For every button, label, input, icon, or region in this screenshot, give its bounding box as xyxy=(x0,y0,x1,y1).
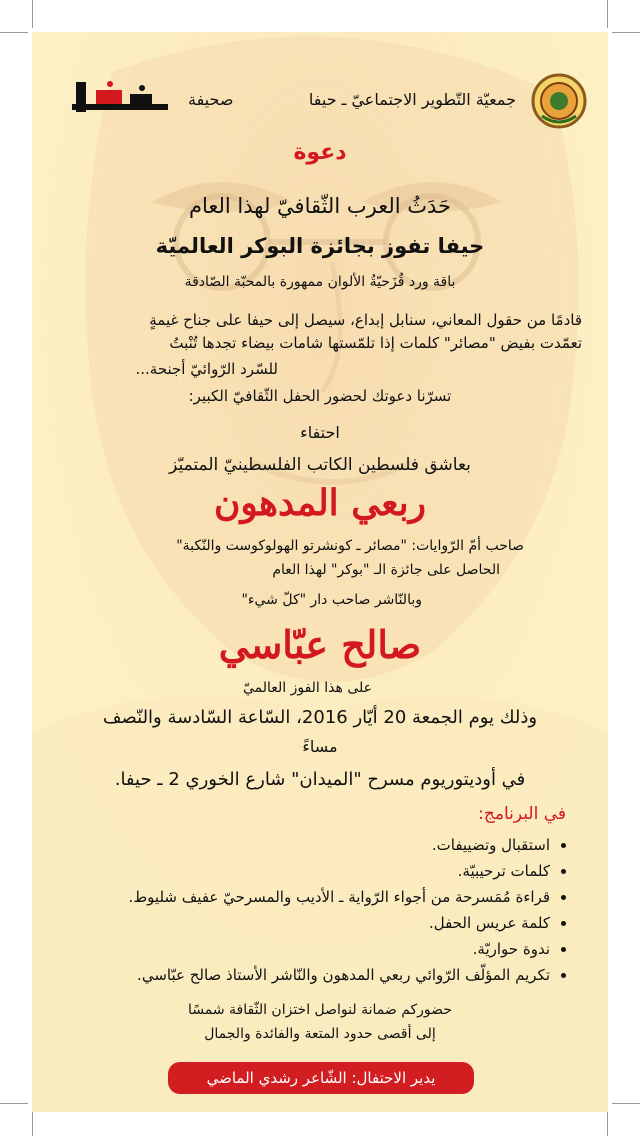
invite-line: تسرّنا دعوتك لحضور الحفل الثّقافيّ الكبير: xyxy=(188,387,452,405)
association-name: جمعيّة التّطوير الاجتماعيّ ـ حيفا xyxy=(308,90,516,109)
association-emblem-icon xyxy=(530,72,588,130)
program-list xyxy=(129,832,576,988)
crop-mark xyxy=(612,1103,640,1104)
headline-award: حيفا تفوز بجائزة البوكر العالميّة xyxy=(155,234,485,258)
header xyxy=(32,68,608,138)
invitation-card xyxy=(32,32,608,1112)
event-evening: مساءً xyxy=(302,737,338,756)
bouquet-line: باقة ورد قُزَحيّةُ الألوان ممهورة بالمحبّة الصّادقة xyxy=(184,274,456,290)
event-venue: في أوديتوريوم مسرح "الميدان" شارع الخوري 2 ـ حيفا. xyxy=(114,769,526,790)
program-item: • ندوة حواريّة. xyxy=(129,936,550,962)
crop-mark xyxy=(0,1103,28,1104)
event-date: وذلك يوم الجمعة 20 أيّار 2016، السّاعة السّادسة والنّصف xyxy=(102,707,538,728)
newspaper-label: صحيفة xyxy=(188,90,234,109)
host-badge: يدير الاحتفال: الشّاعر رشدي الماضي xyxy=(168,1062,474,1094)
writer-description: بعاشق فلسطين الكاتب الفلسطينيّ المتميّز xyxy=(169,455,471,475)
program-item: • كلمة عريس الحفل. xyxy=(129,910,550,936)
crop-mark xyxy=(607,0,608,28)
closing-line: حضوركم ضمانة لنواصل اختزان الثّقافة شمسًا xyxy=(188,1002,452,1018)
crop-mark xyxy=(0,32,28,33)
intro-paragraph-line: قادمًا من حقول المعاني، سنابل إبداع، سيصل إلى حيفا على جناح غيمةٍ xyxy=(149,311,582,329)
occasion-line: على هذا الفوز العالميّ xyxy=(242,680,372,696)
program-item: • كلمات ترحيبيّة. xyxy=(129,858,550,884)
haifa-newspaper-logo xyxy=(68,74,178,116)
award-line: الحاصل على جائزة الـ "بوكر" لهذا العام xyxy=(272,562,500,578)
crop-mark xyxy=(32,0,33,28)
headline-event: حَدَثُ العرب الثّقافيّ لهذا العام xyxy=(188,194,452,218)
publisher-name: صالح عبّاسي xyxy=(218,622,422,667)
intro-paragraph-line: تعمّدت بفيض "مصائر" كلمات إذا تلمّستها شامات بيضاء تجدها تُنْبتُ xyxy=(169,334,582,352)
publisher-line: وبالنّاشر صاحب دار "كلّ شيء" xyxy=(241,592,422,608)
intro-paragraph-line: للسّرد الرّوائيّ أجنحة... xyxy=(135,360,278,378)
crop-mark xyxy=(607,1108,608,1136)
program-item: • استقبال وتضييفات. xyxy=(129,832,550,858)
invitation-content xyxy=(32,32,608,1112)
invitation-title: دعوة xyxy=(293,140,347,165)
writer-name: ربعي المدهون xyxy=(213,482,426,524)
novels-line: صاحب أمّ الرّوايات: "مصائر ـ كونشرتو الهولوكوست والنّكبة" xyxy=(176,538,524,554)
program-item: • قراءة مُمَسرحة من أجواء الرّواية ـ الأديب والمسرحيّ عفيف شليوط. xyxy=(129,884,550,910)
crop-mark xyxy=(32,1108,33,1136)
program-item: • تكريم المؤلّف الرّوائي ربعي المدهون والنّاشر الأستاذ صالح عبّاسي. xyxy=(129,962,550,988)
crop-mark xyxy=(612,32,640,33)
honor-word: احتفاء xyxy=(300,423,340,442)
program-title: في البرنامج: xyxy=(478,804,566,824)
closing-line: إلى أقصى حدود المتعة والفائدة والجمال xyxy=(204,1026,436,1042)
